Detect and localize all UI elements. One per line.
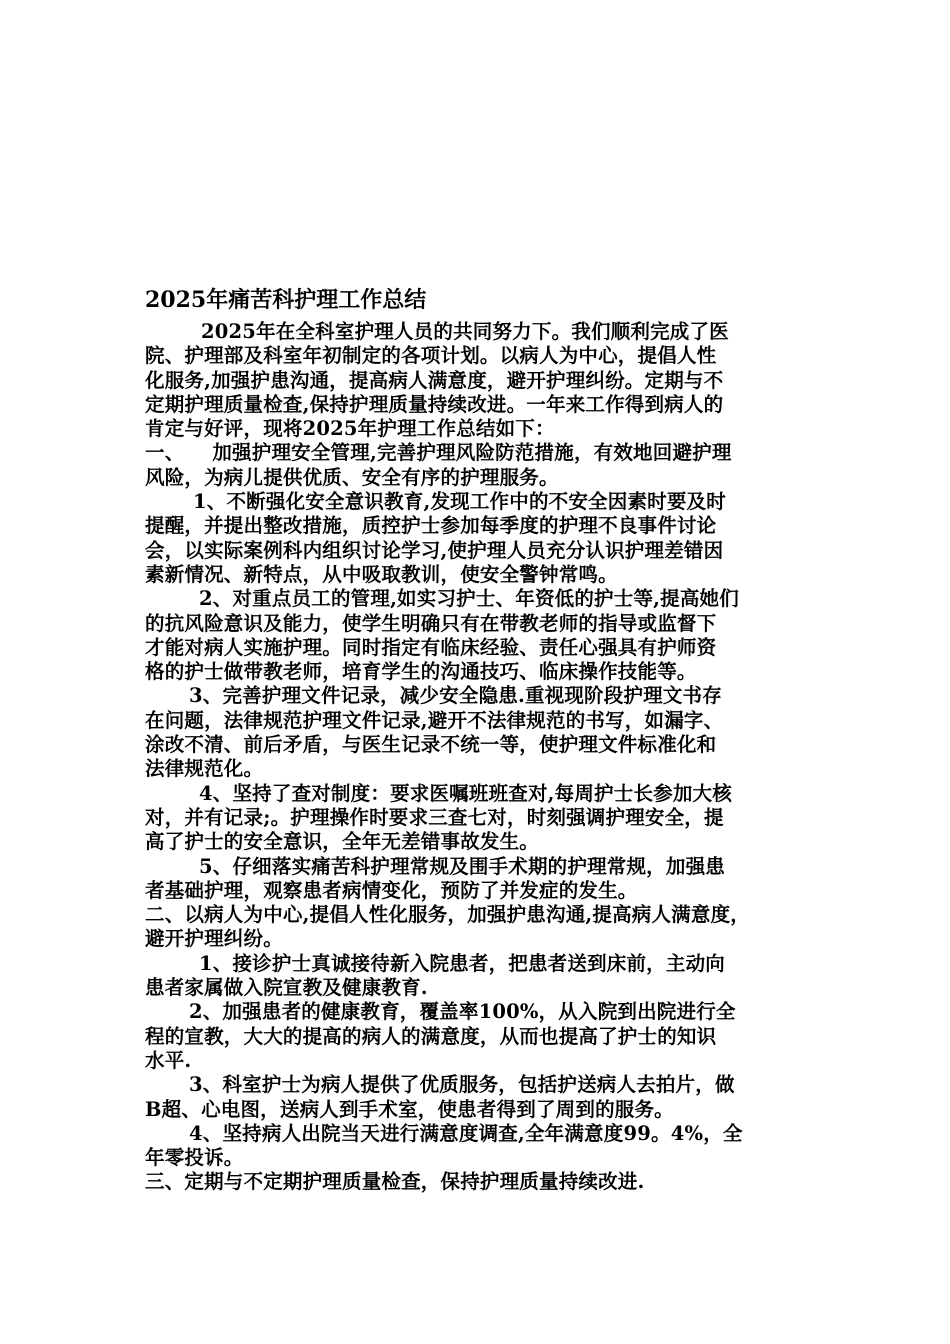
text-line: 1、接诊护士真诚接待新入院患者，把患者送到床前，主动向 — [199, 951, 725, 975]
text-line: 1、不断强化安全意识教育,发现工作中的不安全因素时要及时 — [193, 490, 726, 514]
document-body — [145, 320, 810, 1195]
text-line: B超、心电图，送病人到手术室，使患者得到了周到的服务。 — [145, 1097, 674, 1121]
text-line: 对，并有记录;。护理操作时要求三查七对，时刻强调护理安全，提 — [145, 805, 724, 829]
text-line: 2、加强患者的健康教育，覆盖率100%，从入院到出院进行全 — [189, 1000, 736, 1024]
text-line: 水平. — [145, 1048, 192, 1072]
text-line: 患者家属做入院宣教及健康教育. — [145, 976, 428, 1000]
text-line: 高了护士的安全意识，全年无差错事故发生。 — [145, 830, 540, 854]
text-line: 涂改不清、前后矛盾，与医生记录不统一等，使护理文件标准化和 — [145, 733, 717, 757]
text-line: 化服务,加强护患沟通，提高病人满意度，避开护理纠纷。定期与不 — [145, 368, 724, 392]
text-line: 格的护士做带教老师，培育学生的沟通技巧、临床操作技能等。 — [145, 660, 697, 684]
text-line: 程的宣教，大大的提高的病人的满意度，从而也提高了护士的知识 — [145, 1024, 717, 1048]
text-line: 者基础护理，观察患者病情变化，预防了并发症的发生。 — [145, 878, 638, 902]
text-line: 2025年在全科室护理人员的共同努力下。我们顺利完成了医 — [201, 320, 729, 343]
text-line: 会，以实际案例科内组织讨论学习,使护理人员充分认识护理差错因 — [145, 538, 724, 562]
text-line: 肯定与好评，现将2025年护理工作总结如下： — [145, 417, 555, 441]
text-line: 风险，为病儿提供优质、安全有序的护理服务。 — [145, 465, 559, 489]
text-line: 才能对病人实施护理。同时指定有临床经验、责任心强具有护师资 — [145, 635, 717, 659]
section-heading-2: 二、以病人为中心,提倡人性化服务，加强护患沟通,提高病人满意度， — [145, 903, 750, 927]
text-line: 在问题，法律规范护理文件记录,避开不法律规范的书写，如漏字、 — [145, 708, 724, 732]
text-line: 4、坚持病人出院当天进行满意度调查,全年满意度99。4%，全 — [189, 1121, 743, 1145]
text-line: 法律规范化。 — [145, 757, 264, 781]
section-heading-3: 三、定期与不定期护理质量检查，保持护理质量持续改进. — [145, 1170, 645, 1194]
text-line: 素新情况、新特点，从中吸取教训，使安全警钟常鸣。 — [145, 562, 618, 586]
text-line: 院、护理部及科室年初制定的各项计划。以病人为中心，提倡人性 — [145, 344, 717, 368]
text-line: 的抗风险意识及能力，使学生明确只有在带教老师的指导或监督下 — [145, 611, 717, 635]
text-line: 避开护理纠纷。 — [145, 927, 283, 951]
text-line: 定期护理质量检查,保持护理质量持续改进。一年来工作得到病人的 — [145, 392, 724, 416]
text-line: 2、对重点员工的管理,如实习护士、年资低的护士等,提高她们 — [199, 587, 739, 611]
text-line: 5、仔细落实痛苦科护理常规及围手术期的护理常规，加强患 — [199, 854, 725, 878]
text-line: 年零投诉。 — [145, 1146, 244, 1170]
text-line: 3、科室护士为病人提供了优质服务，包括护送病人去拍片，做 — [189, 1073, 735, 1097]
text-line: 3、完善护理文件记录，减少安全隐患.重视现阶段护理文书存 — [189, 684, 722, 708]
section-heading-1: 一、 加强护理安全管理,完善护理风险防范措施，有效地回避护理 — [145, 441, 732, 465]
text-line: 提醒，并提出整改措施，质控护士参加每季度的护理不良事件讨论 — [145, 514, 717, 538]
text-line: 4、坚持了查对制度：要求医嘱班班查对,每周护士长参加大核 — [199, 781, 732, 805]
document-title: 2025年痛苦科护理工作总结 — [145, 287, 427, 313]
